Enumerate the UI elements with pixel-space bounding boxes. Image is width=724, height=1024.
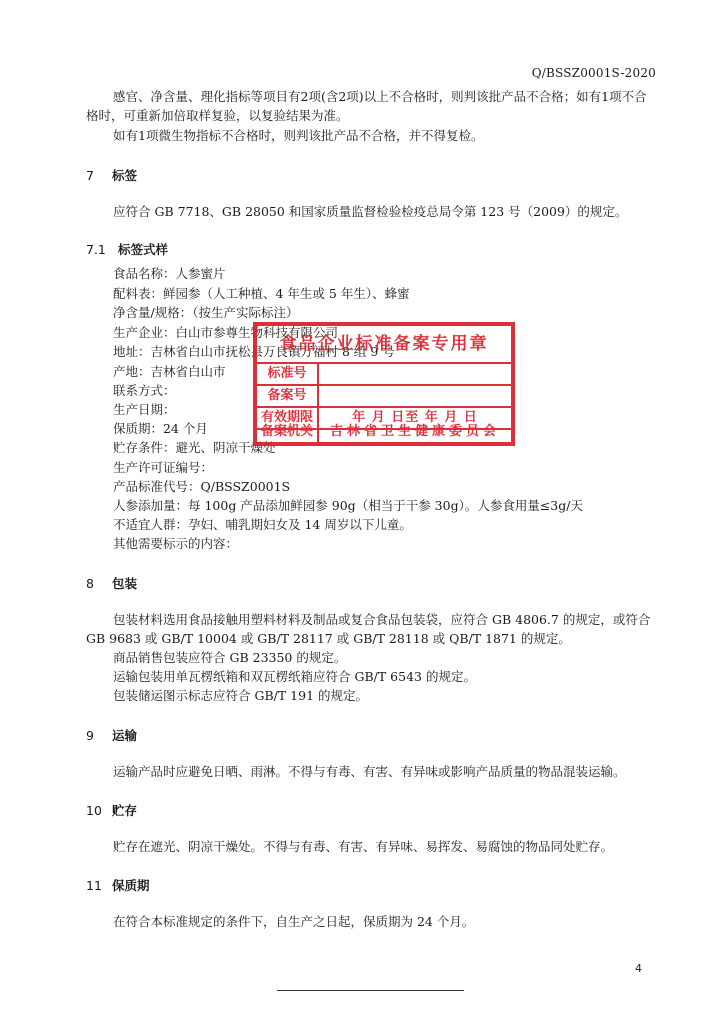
intro-paragraph-2: 如有1项微生物指标不合格时，则判该批产品不合格，并不得复检。	[113, 128, 484, 143]
section-11-text: 在符合本标准规定的条件下，自生产之日起，保质期为 24 个月。	[113, 914, 475, 929]
label-item: 人参添加量：每 100g 产品添加鲜园参 90g（相当于干参 30g）。人参食用量≤3g/天	[113, 498, 583, 513]
section-7-1-heading	[86, 240, 168, 258]
section-9-text: 运输产品时应避免日晒、雨淋。不得与有毒、有害、有异味或影响产品质量的物品混装运输。	[113, 764, 626, 779]
section-11-number: 11	[86, 878, 102, 893]
stamp-label: 标准号	[257, 364, 319, 384]
section-9-heading	[86, 726, 137, 744]
section-8-number: 8	[86, 576, 94, 591]
section-10-heading	[86, 801, 137, 819]
section-8-text-cont: GB 9683 或 GB/T 10004 或 GB/T 28117 或 GB/T 28118 或 QB/T 1871 的规定。	[86, 631, 571, 646]
label-item: 生产日期：	[113, 402, 176, 417]
section-9-number: 9	[86, 728, 94, 743]
section-10-number: 10	[86, 803, 102, 818]
section-7-number: 7	[86, 168, 94, 183]
label-item: 联系方式：	[113, 383, 176, 398]
label-item: 配料表：鲜园参（人工种植、4 年生或 5 年生）、蜂蜜	[113, 286, 410, 301]
section-8-text-2: 商品销售包装应符合 GB 23350 的规定。	[113, 650, 347, 665]
section-9-title: 运输	[112, 728, 138, 743]
intro-paragraph-1: 感官、净含量、理化指标等项目有2项(含2项)以上不合格时，则判该批产品不合格；如有1项不合	[113, 89, 647, 104]
stamp-value: 吉林省卫生健康委员会	[329, 424, 500, 439]
label-item: 生产许可证编号：	[113, 460, 214, 475]
stamp-row-standard-number	[257, 364, 511, 386]
section-7-text: 应符合 GB 7718、GB 28050 和国家质量监督检验检疫总局令第 123 号（2009）的规定。	[113, 204, 628, 219]
label-item: 贮存条件：避光、阴凉干燥处	[113, 440, 276, 455]
stamp-row-filing-number	[257, 386, 511, 408]
label-item: 生产企业：白山市参尊生物科技有限公司	[113, 325, 339, 340]
stamp-row-authority	[257, 422, 511, 442]
section-11-heading	[86, 876, 150, 894]
section-7-1-title: 标签式样	[118, 242, 169, 257]
section-8-title: 包装	[112, 576, 138, 591]
label-item: 净含量/规格：（按生产实际标注）	[113, 305, 299, 320]
stamp-label: 有效期限	[257, 408, 319, 428]
stamp-title: 食品企业标准备案专用章	[257, 326, 511, 364]
section-7-1-number: 7.1	[86, 242, 106, 257]
stamp-label: 备案号	[257, 386, 319, 406]
label-item: 保质期：24 个月	[113, 421, 208, 436]
label-item: 食品名称：人参蜜片	[113, 266, 226, 281]
section-11-title: 保质期	[112, 878, 150, 893]
section-10-text: 贮存在遮光、阴凉干燥处。不得与有毒、有害、有异味、易挥发、易腐蚀的物品同处贮存。	[113, 839, 614, 854]
label-item: 产地：吉林省白山市	[113, 364, 226, 379]
registration-stamp	[253, 322, 515, 446]
stamp-label: 备案机关	[257, 422, 319, 442]
label-item: 地址：吉林省白山市抚松县万良镇万福村 8 组 9 号	[113, 344, 395, 359]
standard-code-header: Q/BSSZ0001S-2020	[531, 66, 656, 80]
section-7-title: 标签	[112, 168, 138, 183]
intro-paragraph-1-cont: 格时，可重新加倍取样复验，以复验结果为准。	[86, 108, 349, 123]
section-7-heading	[86, 166, 137, 184]
label-item: 不适宜人群：孕妇、哺乳期妇女及 14 周岁以下儿童。	[113, 517, 412, 532]
section-8-text-4: 包装储运图示标志应符合 GB/T 191 的规定。	[113, 688, 368, 703]
page-number: 4	[635, 962, 642, 975]
section-8-heading	[86, 574, 137, 592]
section-10-title: 贮存	[112, 803, 138, 818]
section-8-text: 包装材料选用食品接触用塑料材料及制品或复合食品包装袋，应符合 GB 4806.7 的规定，或符合	[113, 612, 651, 627]
label-item: 产品标准代号：Q/BSSZ0001S	[113, 479, 291, 494]
label-item: 其他需要标示的内容：	[113, 536, 239, 551]
footer-rule	[277, 990, 464, 991]
section-8-text-3: 运输包装用单瓦楞纸箱和双瓦楞纸箱应符合 GB/T 6543 的规定。	[113, 669, 476, 684]
stamp-value: 年 月 日至 年 月 日	[352, 410, 478, 425]
